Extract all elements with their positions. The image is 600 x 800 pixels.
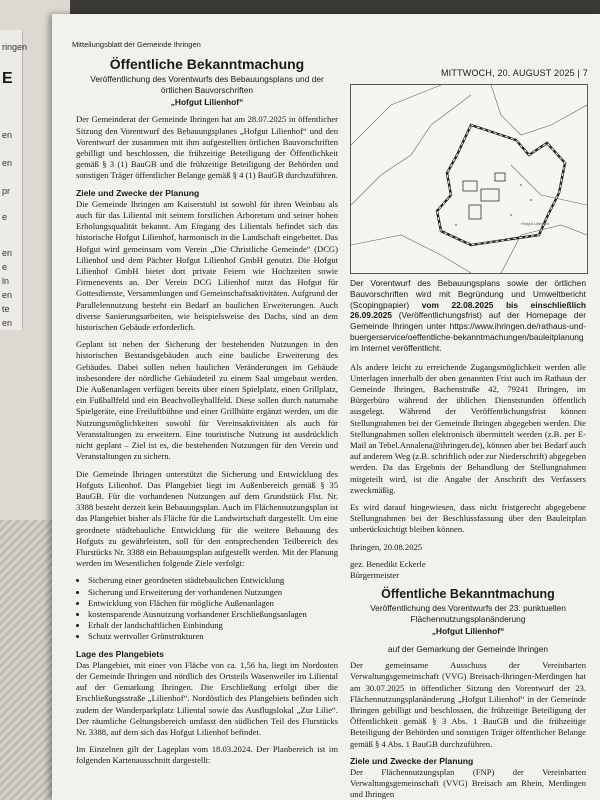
- site-map-drawing: [351, 85, 587, 273]
- left-column: [76, 56, 338, 773]
- background-text-fragment: ln: [2, 276, 10, 286]
- notice-subtitle: Veröffentlichung des Vorentwurfs des Bebauungsplans und der örtlichen Bauvorschriften: [90, 74, 324, 95]
- section-heading: Lage des Plangebiets: [76, 648, 164, 659]
- issue-date: MITTWOCH, 20. AUGUST 2025 | 7: [440, 68, 588, 78]
- right-column: [350, 84, 586, 800]
- background-text-fragment: en: [2, 290, 13, 300]
- list-item: • kostensparende Ausnutzung vorhandener Erschließungsanlagen: [88, 609, 338, 620]
- intro-paragraph: Der Gemeinderat der Gemeinde Ihringen hat am 28.07.2025 in öffentlicher Sitzung den Vorentwurf des Bebauungsplanes „Hofgut Lilienhof“ und den Vorentwurf der zusammen mit ihm aufgestellten örtlichen Bauvorschriften gebilligt und beschlossen, die frühzeitige Beteiligung der Öffentlichkeit gemäß § 3 (1) BauGB und die frühzeitige Beteiligung der Behörden und sonstigen Träger öffentlicher Belange gemäß § 4 (1) BauGB durchzuführen.: [76, 114, 338, 181]
- body-paragraph: Als andere leicht zu erreichende Zugangsmöglichkeit werden alle Unterlagen innerhalb der oben genannten Frist auch im Rathaus der Gemeinde Ihringen, Bachenstraße 42, 79241 Ihringen, im Bürgerbüro während der üblichen Dienststunden öffentlich ausgelegt. Während der Veröffentlichungsfrist können Stellungnahmen bei der Gemeinde Ihringen abgegeben werden. Die Stellungnahmen sollen elektronisch übermittelt werden (z.B. per E-Mail an Tebel.Annalena@ihringen.de), können aber bei Bedarf auch auf anderem Weg (z.B. schriftlich oder zur Niederschrift) abgegeben werden. Da das Ergebnis der Behandlung der Stellungnahmen mitgeteilt wird, ist die Angabe der Anschrift des Verfassers zweckmäßig.: [350, 361, 586, 495]
- place-date: Ihringen, 20.08.2025: [350, 541, 423, 552]
- background-text-fragment: ringen: [2, 42, 28, 52]
- body-paragraph: Der gemeinsame Ausschuss der Vereinbarten Verwaltungsgemeinschaft (VVG) Breisach-Ihringen-Merdingen hat am 30.07.2025 in öffentlicher Sitzung den Vorentwurf der 23. Flächennutzungsplanänderung „Hofgut Lilienhof“ in der Gemeinde Ihringen gebilligt und beschlossen, die frühzeitige Beteiligung der Öffentlichkeit gemäß § 3 Abs. 1 BauGB und die frühzeitige Beteiligung der Behörden und sonstigen Träger öffentlicher Belange gemäß § 4 Abs. 1 BauGB durchzuführen.: [350, 660, 586, 749]
- background-text-fragment: e: [2, 262, 8, 272]
- publication-name: Mitteilungsblatt der Gemeinde Ihringen: [72, 40, 201, 49]
- background-text-fragment: e: [2, 212, 8, 222]
- section-heading: Ziele und Zwecke der Planung: [76, 187, 200, 198]
- plan-name-2: „Hofgut Lilienhof“: [431, 626, 505, 637]
- notice-title: Öffentliche Bekanntmachung: [109, 56, 305, 72]
- notice-title-2: Öffentliche Bekanntmachung: [381, 587, 555, 602]
- map-label: Hofgut Lilienhof: [521, 221, 549, 226]
- body-paragraph: Geplant ist neben der Sicherung der bestehenden Nutzungen in den historischen Bestandsgebäuden auch eine bauliche Erweiterung des Gebäudes. Dabei sollen neben baulichen Veränderungen im Gebäude insbesondere der nördliche Gebäudeteil zu einem Saal umgebaut werden. Die Außenanlagen verfügen bereits über einen Spielplatz, einen Grillplatz, ein Fußballfeld und ein Beachvolleyballfeld. Diese sollen durch naturnahe Spielgeräte, eine Freiluftbühne und einer Grillhütte ergänzt werden, um die Nutzungsmöglichkeiten sowohl für Vereinsaktivitäten als auch für Veranstaltungen zu erweitern. Eine touristische Nutzung ist ausdrücklich nicht geplant – Ziel ist es, die bestehenden Nutzungen für den Verein und Veranstaltungen zu sichern.: [76, 339, 338, 462]
- site-map: [350, 84, 588, 274]
- list-item: • Erhalt der landschaftlichen Einbindung: [88, 620, 338, 631]
- background-text-fragment: en: [2, 130, 13, 140]
- section-heading: Ziele und Zwecke der Planung: [350, 755, 474, 766]
- body-paragraph: Im Einzelnen gilt der Lageplan vom 18.03.2024. Der Planbereich ist im folgenden Kartenausschnitt dargestellt:: [76, 744, 338, 766]
- body-paragraph: Die Gemeinde Ihringen unterstützt die Sicherung und Entwicklung des Hofguts Lilienhof. Das Plangebiet liegt im Außenbereich gemäß § 35 BauGB. Für die vorhandenen Nutzungen auf dem Grundstück Flst. Nr. 3388 besteht derzeit kein Bebauungsplan. Auch im Flächennutzungsplan ist das Plangebiet bisher als Fläche für die Landwirtschaft dargestellt. Um eine geordnete städtebauliche Entwicklung für die weitere Bebauung des Hofguts zu gewährleisten, soll für den entsprechenden Teilbereich des Flurstücks Nr. 3388 ein Bebauungsplan aufgestellt werden. Mit der Planung werden im Wesentlichen folgende Ziele verfolgt:: [76, 468, 338, 569]
- background-text-fragment: te: [2, 304, 10, 314]
- body-paragraph: Es wird darauf hingewiesen, dass nicht fristgerecht abgegebene Stellungnahmen bei der Beschlussfassung über den Bauleitplan unberücksichtigt bleiben können.: [350, 502, 586, 535]
- background-text-fragment: E: [2, 70, 13, 87]
- background-text-fragment: en: [2, 318, 13, 328]
- plan-name: „Hofgut Lilienhof“: [170, 97, 244, 108]
- body-paragraph: Die Gemeinde Ihringen am Kaiserstuhl ist sowohl für ihren Weinbau als auch für das Liliental mit seinem forstlichen Arboretum und seiner hohen Erholungsqualität bekannt. Am Eingang des Lilientals befindet sich das historische Hofgut Lilienhof, harmonisch in die Landschaft eingebettet. Das Hofgut wird gemeinsam vom Verein „Die Christliche Gemeinde“ (DCG) Lilienhof und dem Pächter Hofgut Lilienhof GmbH genutzt. Die Hofgut Lilienhof GmbH bietet dort private Feiern wie Hochzeiten sowie Firmenevents an. Der Verein DCG Lilienhof nutzt das Hofgut für Gottesdienste, Versammlungen und Gemeinschaftsaktivitäten. Aufgrund der Parallelennutzung besteht ein Bedarf an baulichen Erweiterungen. Auch diverse Sanierungsarbeiten, wie beispielsweise des Dachs, sind an dem historischen Gebäude erforderlich.: [76, 198, 338, 333]
- list-item: • Sicherung einer geordneten städtebaulichen Entwicklung: [88, 575, 338, 586]
- newspaper-page: [52, 14, 600, 800]
- body-paragraph: Der Flächennutzungsplan (FNP) der Vereinbarten Verwaltungsgemeinschaft (VVG) Breisach am Rhein, Merdingen und Ihringen: [350, 766, 586, 800]
- background-text-fragment: en: [2, 248, 13, 258]
- signer-name: gez. Benedikt Eckerle: [350, 558, 426, 569]
- body-paragraph: Das Plangebiet, mit einer von Fläche von ca. 1,56 ha, liegt im Nordosten der Gemeinde Ihringen und nördlich des Ortsteils Wasenweiler im Liliental auf der Gemarkung Ihringen. Die Erschließung erfolgt über die Erschließungsstraße „Lilienhof“. Nordöstlich des Plangebiets befinden sich zudem der Wanderparkplatz Liliental sowie das Ausflugslokal „Zur Lilie“. Der räumliche Geltungsbereich umfasst den südlichen Teil des Flurstücks Nr. 3388, auf dem sich das Hofgut Lilienhof befindet.: [76, 659, 338, 737]
- list-item: • Entwicklung von Flächen für mögliche Außenanlagen: [88, 598, 338, 609]
- list-item: • Sicherung und Erweiterung der vorhandenen Nutzungen: [88, 587, 338, 598]
- notice-subtitle-2: Veröffentlichung des Vorentwurfs der 23. punktuellen Flächennutzungsplanänderung: [370, 603, 566, 624]
- background-text-fragment: en: [2, 158, 13, 168]
- notice-subtitle-2b: auf der Gemarkung der Gemeinde Ihringen: [387, 643, 549, 654]
- map-caption: Der Vorentwurf des Bebauungsplans sowie der örtlichen Bauvorschriften wird mit Begründung und Umweltbericht (Scopingpapier) vom 22.08.2025 bis einschließlich 26.09.2025 (Veröffentlichungsfrist) auf der Homepage der Gemeinde Ihringen unter https://www.ihringen.de/rathaus-und-buergerservice/oeffentliche-bekanntmachungen/bauleitplanung im Internet veröffentlicht.: [350, 278, 586, 353]
- background-text-fragment: pr: [2, 186, 11, 196]
- signer-title: Bürgermeister: [350, 570, 400, 581]
- list-item: • Schutz wertvoller Grünstrukturen: [88, 631, 338, 642]
- goals-list: [76, 575, 338, 642]
